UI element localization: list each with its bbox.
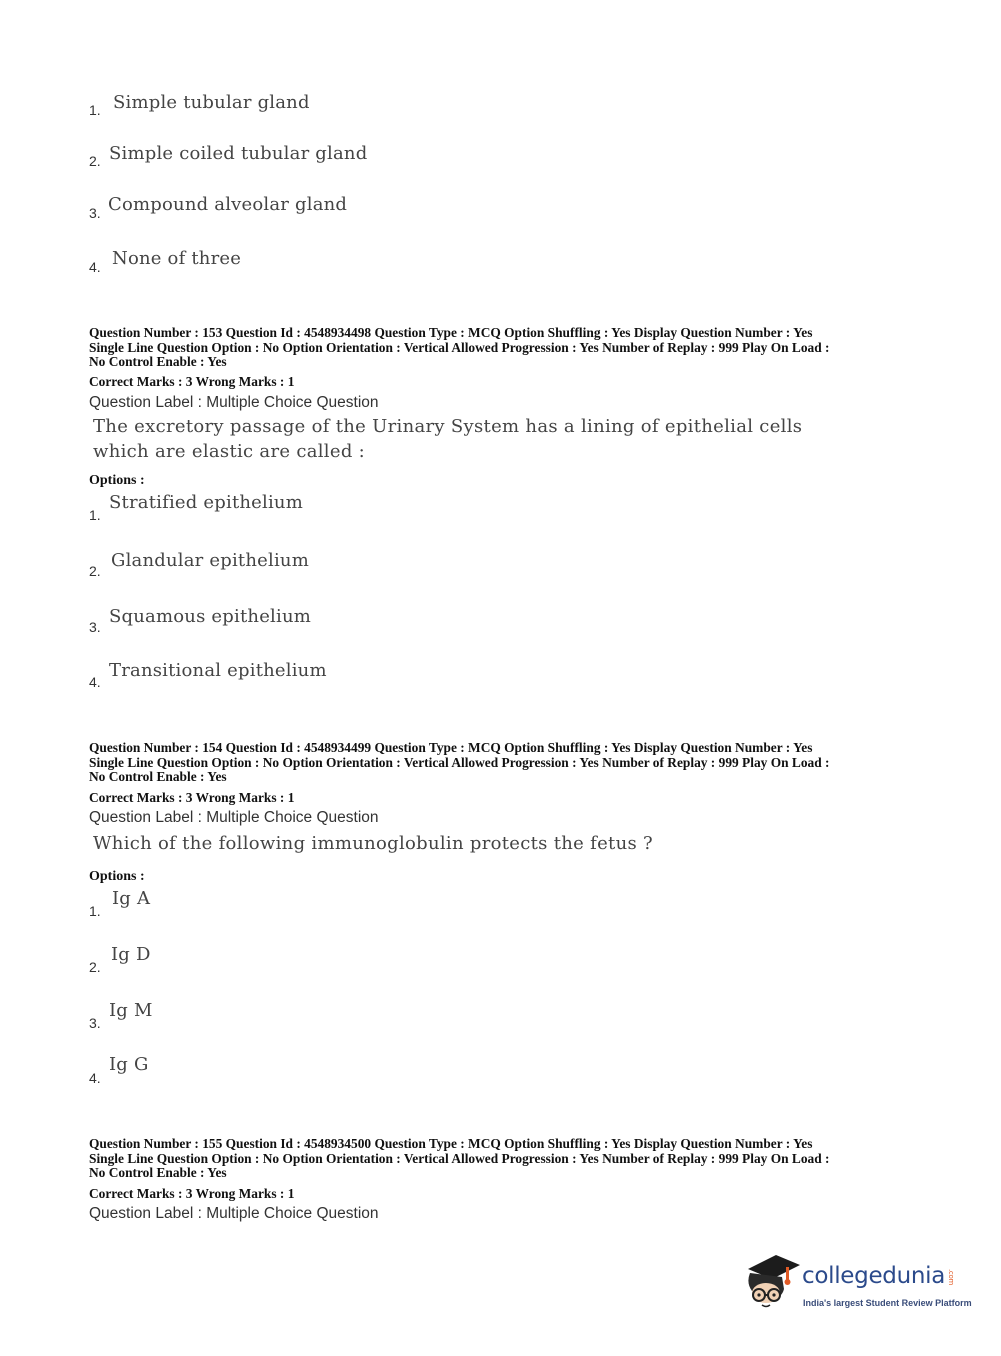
meta-line: No Control Enable : Yes bbox=[89, 354, 227, 370]
options-heading: Options : bbox=[89, 869, 145, 884]
question-text-line: which are elastic are called : bbox=[93, 441, 366, 462]
option-number: 2. bbox=[89, 563, 101, 579]
option-text: None of three bbox=[112, 248, 242, 269]
option-number: 3. bbox=[89, 205, 101, 221]
option-text: Compound alveolar gland bbox=[108, 194, 348, 215]
option-number: 2. bbox=[89, 153, 101, 169]
meta-line: Single Line Question Option : No Option Orientation : Vertical Allowed Progression : Yes Number of Replay : 999 Play On Load : bbox=[89, 339, 830, 355]
option-text: Simple coiled tubular gland bbox=[109, 143, 368, 164]
option-text: Simple tubular gland bbox=[113, 92, 310, 113]
option-number: 1. bbox=[89, 507, 101, 523]
brand-name bbox=[802, 1263, 956, 1289]
question-text-line: Which of the following immunoglobulin protects the fetus ? bbox=[93, 833, 653, 854]
option-number: 1. bbox=[89, 102, 101, 118]
option-text: Glandular epithelium bbox=[111, 550, 309, 571]
collegedunia-logo bbox=[742, 1249, 972, 1319]
question-155-label: Question Label : Multiple Choice Question bbox=[89, 1205, 379, 1222]
brand-domain: .com bbox=[947, 1269, 956, 1285]
question-153-text bbox=[93, 414, 833, 464]
question-154-marks: Correct Marks : 3 Wrong Marks : 1 bbox=[89, 790, 295, 805]
meta-line: Question Number : 154 Question Id : 4548934499 Question Type : MCQ Option Shuffling : Yes Display Question Number : Yes bbox=[89, 740, 813, 755]
option-text: Squamous epithelium bbox=[109, 606, 312, 627]
options-heading: Options : bbox=[89, 473, 145, 488]
option-number: 4. bbox=[89, 259, 101, 275]
question-154-label: Question Label : Multiple Choice Question bbox=[89, 809, 379, 826]
option-text: Transitional epithelium bbox=[109, 660, 327, 681]
option-number: 4. bbox=[89, 674, 101, 690]
meta-line: Single Line Question Option : No Option Orientation : Vertical Allowed Progression : Yes Number of Replay : 999 Play On Load : bbox=[89, 754, 830, 770]
question-154-meta bbox=[89, 741, 919, 785]
brand-tagline: India's largest Student Review Platform bbox=[803, 1298, 972, 1308]
question-153-marks: Correct Marks : 3 Wrong Marks : 1 bbox=[89, 374, 295, 389]
meta-line: No Control Enable : Yes bbox=[89, 769, 227, 785]
question-155-marks: Correct Marks : 3 Wrong Marks : 1 bbox=[89, 1186, 295, 1201]
option-text: Ig M bbox=[109, 1000, 153, 1021]
option-number: 4. bbox=[89, 1070, 101, 1086]
question-154-text bbox=[93, 831, 833, 856]
option-text: Ig D bbox=[111, 944, 151, 965]
option-number: 3. bbox=[89, 619, 101, 635]
option-number: 3. bbox=[89, 1015, 101, 1031]
meta-line: Single Line Question Option : No Option Orientation : Vertical Allowed Progression : Yes Number of Replay : 999 Play On Load : bbox=[89, 1150, 830, 1166]
option-number: 2. bbox=[89, 959, 101, 975]
question-155-meta bbox=[89, 1137, 919, 1181]
meta-line: Question Number : 155 Question Id : 4548934500 Question Type : MCQ Option Shuffling : Yes Display Question Number : Yes bbox=[89, 1136, 813, 1151]
option-text: Ig G bbox=[109, 1054, 149, 1075]
meta-line: Question Number : 153 Question Id : 4548934498 Question Type : MCQ Option Shuffling : Yes Display Question Number : Yes bbox=[89, 325, 813, 340]
question-153-label: Question Label : Multiple Choice Question bbox=[89, 394, 379, 411]
question-text-line: The excretory passage of the Urinary System has a lining of epithelial cells bbox=[93, 416, 803, 437]
option-text: Ig A bbox=[112, 888, 151, 909]
option-text: Stratified epithelium bbox=[109, 492, 303, 513]
brand-text: collegedunia bbox=[802, 1263, 946, 1289]
option-number: 1. bbox=[89, 903, 101, 919]
question-153-meta bbox=[89, 326, 919, 370]
meta-line: No Control Enable : Yes bbox=[89, 1165, 227, 1181]
mascot-icon bbox=[742, 1249, 804, 1315]
